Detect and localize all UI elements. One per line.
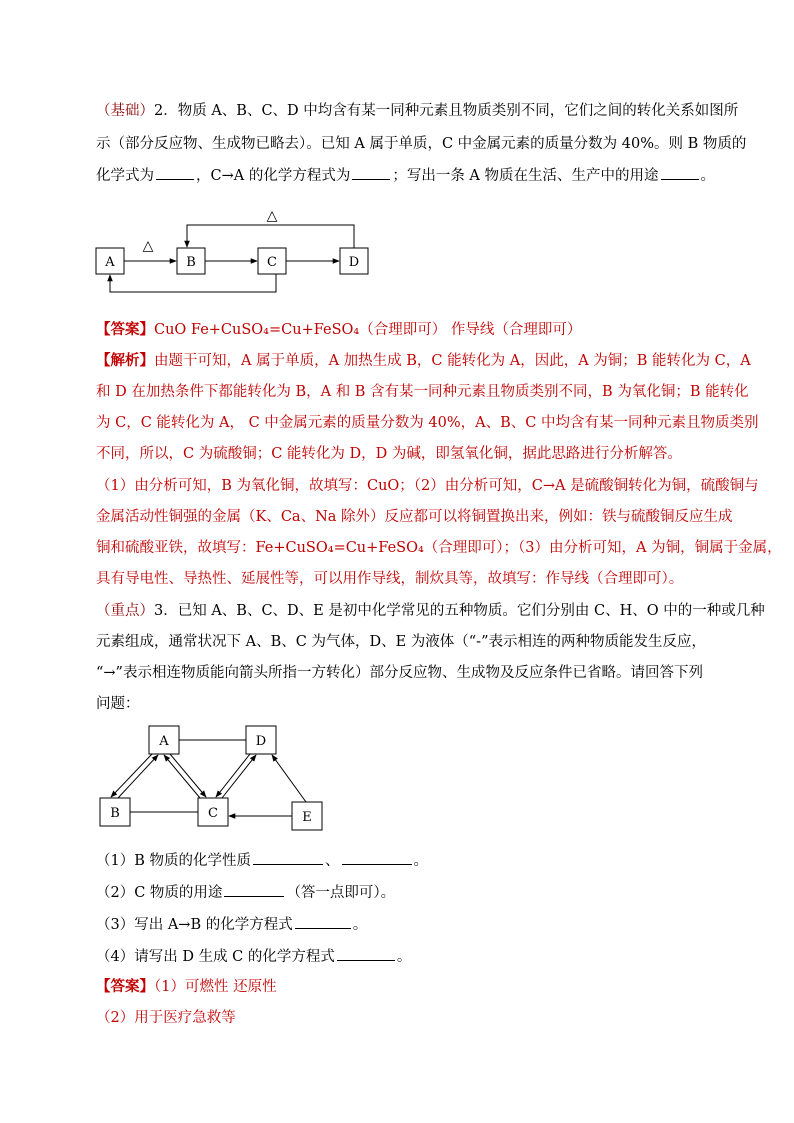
answer-blank[interactable] — [337, 946, 395, 961]
answer-blank[interactable] — [661, 165, 699, 180]
node-D — [246, 726, 276, 754]
q3-text: （答一点即可）。 — [286, 885, 396, 901]
node-B — [100, 798, 130, 826]
q3-sub4 — [96, 946, 411, 967]
q2-analysis-line — [96, 351, 751, 371]
analysis-text: 由题干可知，A 属于单质，A 加热生成 B，C 能转化为 A，因此，A 为铜；B 能转化为 C，A — [154, 353, 751, 369]
q2-line1 — [96, 101, 738, 121]
arrow-e-d — [272, 755, 306, 802]
analysis-text: 金属活动性铜强的金属（K、Ca、Na 除外）反应都可以将铜置换出来，例如：铁与硫酸铜反应生成 — [96, 509, 733, 525]
q2-text: 化学式为 — [96, 168, 154, 184]
q2-text: ；写出一条 A 物质在生活、生产中的用途 — [392, 168, 659, 184]
arrow-b-a — [118, 755, 158, 798]
q3-text: （1）B 物质的化学性质 — [96, 853, 251, 869]
q3-text: 。 — [352, 917, 368, 933]
answer-text: CuO Fe+CuSO₄=Cu+FeSO₄（合理即可） 作导线（合理即可） — [154, 322, 582, 338]
arrow-d-c — [216, 754, 250, 797]
answer-blank[interactable] — [156, 165, 194, 180]
q3-line3: “→”表示相连物质能向箭头所指一方转化）部分反应物、生成物及反应条件已省略。请回答下列 — [96, 665, 703, 681]
q2-level: （基础） — [96, 103, 154, 119]
arrow-a-c — [170, 754, 206, 797]
q3-text: 。 — [396, 949, 412, 965]
q3-relation-diagram — [94, 722, 334, 834]
answer-blank[interactable] — [295, 914, 351, 929]
arrow-c-a — [164, 755, 200, 798]
node-C — [258, 248, 286, 274]
q3-line1 — [96, 601, 765, 621]
svg-text:D: D — [255, 734, 267, 749]
svg-text:A: A — [105, 255, 115, 270]
node-C — [198, 798, 228, 826]
svg-text:C: C — [267, 255, 277, 270]
svg-text:A: A — [159, 734, 169, 749]
answer-blank[interactable] — [224, 882, 284, 897]
analysis-text: 铜和硫酸亚铁，故填写：Fe+CuSO₄=Cu+FeSO₄（合理即可）；（3）由分析可知，A 为铜，铜属于金属， — [96, 540, 782, 556]
q2-text: 。 — [700, 168, 716, 184]
answer-text: （1）可燃性 还原性 — [154, 979, 277, 995]
q3-sub3 — [96, 914, 367, 935]
q2-line3 — [96, 165, 715, 186]
answer-blank[interactable] — [342, 850, 412, 865]
analysis-tag: 【解析】 — [96, 352, 154, 369]
svg-text:D: D — [348, 255, 360, 270]
answer-blank[interactable] — [253, 850, 323, 865]
q2-transformation-diagram — [90, 200, 390, 300]
answer-text: （2）用于医疗急救等 — [96, 1010, 236, 1026]
q3-stem: 3．已知 A、B、C、D、E 是初中化学常见的五种物质。它们分别由 C、H、O 中的一种或几种 — [154, 603, 765, 619]
arrow-d-b — [187, 225, 354, 248]
node-B — [177, 248, 205, 274]
svg-text:B: B — [186, 255, 196, 270]
q3-text: （2）C 物质的用途 — [96, 885, 223, 901]
q2-answer — [96, 320, 581, 340]
q3-text: 。 — [413, 853, 428, 869]
analysis-text: （1）由分析可知，B 为氧化铜，故填写：CuO；（2）由分析可知，C→A 是硫酸铜转化为铜，硫酸铜与 — [96, 478, 759, 494]
node-E — [292, 802, 322, 830]
q3-text: 、 — [325, 853, 340, 869]
heat-symbol: △ — [142, 238, 154, 254]
q3-answer — [96, 977, 277, 997]
heat-symbol: △ — [266, 208, 278, 224]
q3-line2: 元素组成，通常状况下 A、B、C 为气体，D、E 为液体（“-”表示相连的两种物质能发生反应， — [96, 634, 706, 650]
q2-stem: 2．物质 A、B、C、D 中均含有某一同种元素且物质类别不同，它们之间的转化关系如图所 — [154, 103, 739, 119]
answer-blank[interactable] — [352, 165, 390, 180]
q3-text: （3）写出 A→B 的化学方程式 — [96, 917, 293, 933]
analysis-text: 具有导电性、导热性、延展性等，可以用作导线，制炊具等，故填写：作导线（合理即可）。 — [96, 571, 684, 587]
answer-tag: 【答案】 — [96, 321, 154, 338]
q2-line2: 示（部分反应物、生成物已略去）。已知 A 属于单质，C 中金属元素的质量分数为 40%。则 B 物质的 — [96, 136, 747, 152]
q3-text: （4）请写出 D 生成 C 的化学方程式 — [96, 949, 335, 965]
node-A — [149, 726, 179, 754]
node-A — [96, 248, 124, 274]
svg-text:C: C — [208, 806, 218, 821]
analysis-text: 不同，所以，C 为硫酸铜；C 能转化为 D，D 为碱，即氢氧化铜，据此思路进行分析解答。 — [96, 446, 682, 462]
node-D — [340, 248, 368, 274]
svg-text:E: E — [302, 810, 312, 825]
q3-line4: 问题： — [96, 696, 140, 712]
analysis-text: 为 C，C 能转化为 A， C 中金属元素的质量分数为 40%，A、B、C 中均含有某一同种元素且物质类别 — [96, 415, 759, 431]
q3-sub2 — [96, 882, 395, 903]
answer-tag: 【答案】 — [96, 978, 154, 995]
arrow-a-b — [111, 754, 152, 797]
arrow-c-a — [110, 274, 276, 292]
q3-sub1 — [96, 850, 428, 871]
analysis-text: 和 D 在加热条件下都能转化为 B，A 和 B 含有某一同种元素且物质类别不同，B 为氧化铜；B 能转化 — [96, 384, 749, 400]
arrow-c-d — [222, 755, 256, 798]
q3-level: （重点） — [96, 603, 154, 619]
q2-text: ，C→A 的化学方程式为 — [196, 168, 351, 184]
svg-text:B: B — [110, 806, 120, 821]
